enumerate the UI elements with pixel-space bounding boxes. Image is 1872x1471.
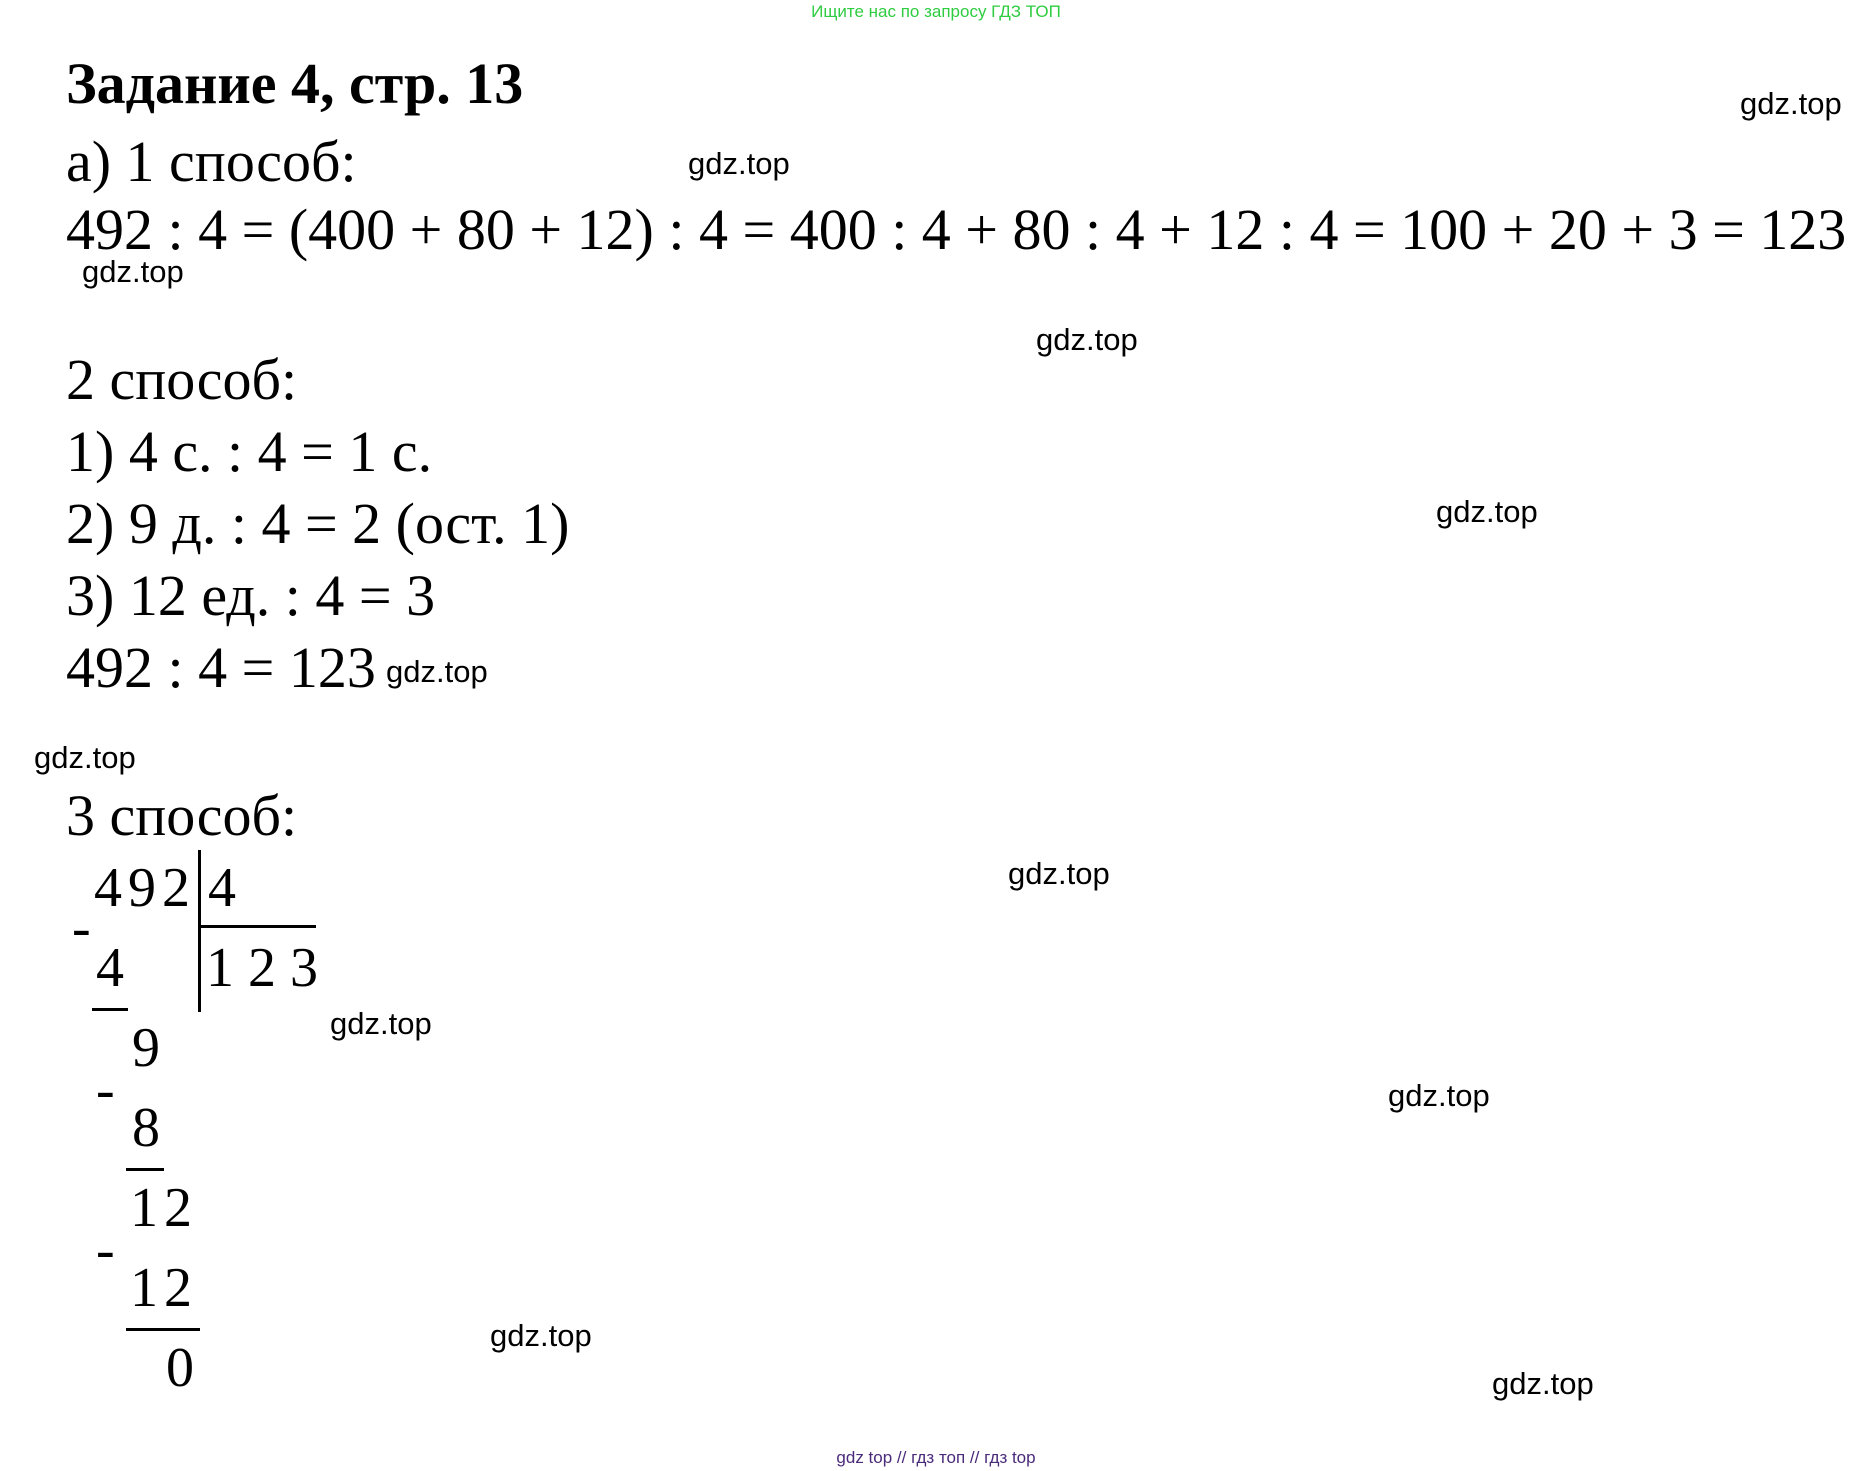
step-rule-2 xyxy=(126,1168,164,1171)
division-vertical-bar xyxy=(198,850,201,1012)
method3-label: 3 способ: xyxy=(66,783,298,848)
divisor: 4 xyxy=(208,857,236,919)
method2-label: 2 способ: xyxy=(66,347,298,412)
watermark: gdz.top xyxy=(34,740,136,775)
step-rule-3 xyxy=(126,1328,200,1331)
step-subtract-12: 12 xyxy=(130,1257,198,1319)
method2-result: 492 : 4 = 123 xyxy=(66,635,376,700)
division-horizontal-bar xyxy=(198,925,316,928)
method2-step-2: 2) 9 д. : 4 = 2 (ост. 1) xyxy=(66,491,570,556)
watermark: gdz.top xyxy=(688,146,790,181)
step-final-remainder: 0 xyxy=(166,1337,194,1399)
step-remainder-9: 9 xyxy=(132,1017,160,1079)
method2-step-1: 1) 4 с. : 4 = 1 с. xyxy=(66,419,433,484)
dividend: 492 xyxy=(94,857,196,919)
watermark: gdz.top xyxy=(1388,1078,1490,1113)
watermark: gdz.top xyxy=(1740,86,1842,121)
minus-sign-2: - xyxy=(96,1059,115,1121)
method2-step-3: 3) 12 ед. : 4 = 3 xyxy=(66,563,436,628)
step-subtract-8: 8 xyxy=(132,1097,160,1159)
quotient: 1 2 3 xyxy=(206,937,318,999)
top-banner[interactable]: Ищите нас по запросу ГДЗ ТОП xyxy=(811,2,1061,21)
part-a-label: а) 1 способ: xyxy=(66,129,357,194)
watermark: gdz.top xyxy=(1436,494,1538,529)
footer-links[interactable]: gdz top // гдз топ // гдз top xyxy=(836,1448,1036,1467)
step-subtract-4: 4 xyxy=(96,937,124,999)
watermark: gdz.top xyxy=(386,654,488,689)
watermark: gdz.top xyxy=(490,1318,592,1353)
watermark: gdz.top xyxy=(82,254,184,289)
step-rule-1 xyxy=(92,1008,128,1011)
watermark: gdz.top xyxy=(1492,1366,1594,1401)
watermark: gdz.top xyxy=(330,1006,432,1041)
task-title: Задание 4, стр. 13 xyxy=(66,51,524,116)
minus-sign-3: - xyxy=(96,1219,115,1281)
watermark: gdz.top xyxy=(1008,856,1110,891)
minus-sign-1: - xyxy=(72,897,91,959)
step-remainder-12: 12 xyxy=(130,1177,198,1239)
watermark: gdz.top xyxy=(1036,322,1138,357)
method1-expression: 492 : 4 = (400 + 80 + 12) : 4 = 400 : 4 + 80 : 4 + 12 : 4 = 100 + 20 + 3 = 123 xyxy=(66,197,1847,262)
